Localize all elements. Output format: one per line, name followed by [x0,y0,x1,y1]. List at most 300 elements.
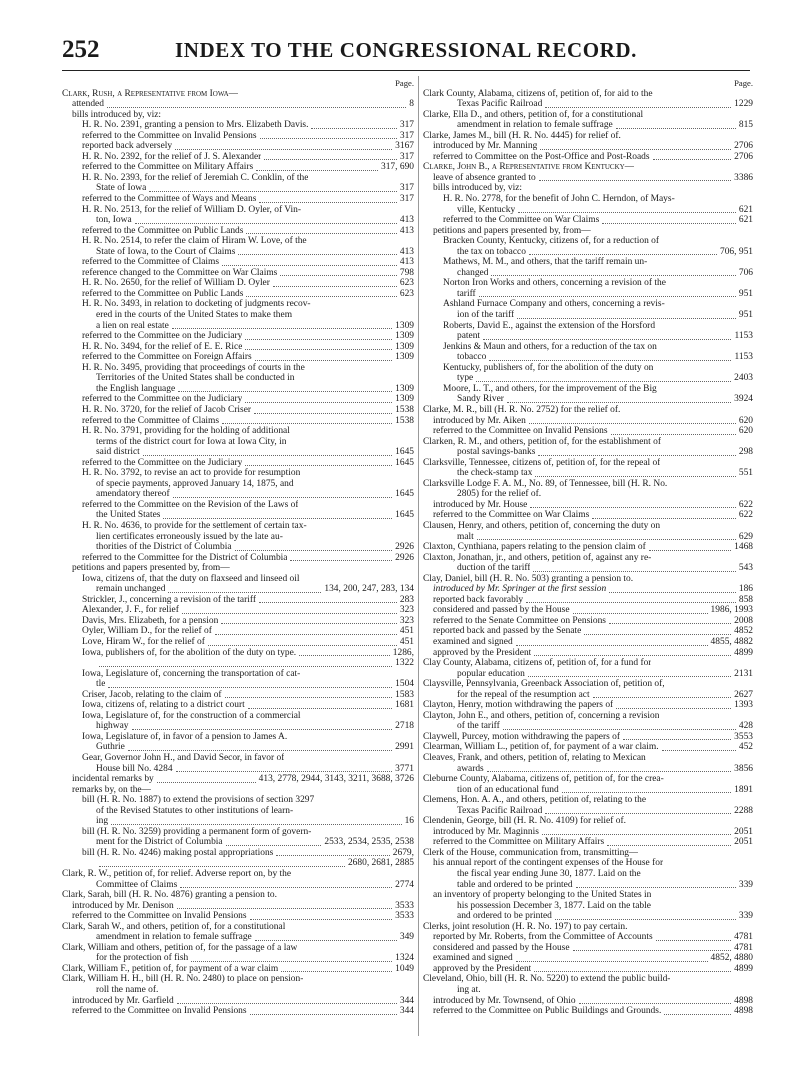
dot-leader [602,223,736,224]
dot-leader [542,834,731,835]
index-entry [62,342,414,353]
entry-text: reported by Mr. Roberts, from the Committee of Accounts [433,932,653,943]
entry-text: Ashland Furnace Company and others, concerning a revis- [443,299,665,310]
entry-text: Bracken County, Kentucky, citizens of, for a reduction of [443,236,660,247]
index-entry [62,648,414,659]
entry-text: said district [96,447,140,458]
dot-leader [534,655,731,656]
page-reference: 798 [399,267,414,278]
index-entry [423,553,753,564]
page-reference: 621 [738,215,753,226]
entry-text: reported back adversely [82,141,173,152]
index-entry [423,616,753,627]
page-reference: 8 [409,99,414,110]
dot-leader [177,1003,397,1004]
entry-text: examined and signed [433,953,513,964]
index-entry [423,215,753,226]
page-reference: 317 [399,130,414,141]
dot-leader [177,908,392,909]
index-entry [62,226,414,237]
index-entry [423,183,753,194]
entry-text: examined and signed [433,636,513,647]
index-entry [62,373,414,384]
entry-text: ered in the courts of the United States to make them [96,310,293,321]
index-entry [423,890,753,901]
index-entry [62,679,414,690]
entry-text: referred to the Committee on War Claims [433,510,590,521]
entry-text: ville, Kentucky [457,204,516,215]
entry-text: Roberts, David E., against the extension of the Horsford [443,320,656,331]
index-entry [62,394,414,405]
index-entry [62,141,414,152]
entry-text: amendment in relation to female suffrage [96,932,252,943]
index-entry [62,690,414,701]
index-entry [423,711,753,722]
entry-text: referred to the Committee on the Judiciary [82,394,243,405]
dot-leader [653,159,732,160]
entry-text: Clemens, Hon. A. A., and others, petition of, relating to the [423,795,647,806]
index-entry [423,774,753,785]
entry-text: incidental remarks by [72,774,154,785]
index-entry [423,500,753,511]
index-entry [423,880,753,891]
index-entry [423,985,753,996]
entry-text: Jenkins & Maun and others, for a reduction of the tax on [443,341,657,352]
index-entry [62,837,414,848]
page-reference: 621 [738,204,753,215]
entry-text: reference changed to the Committee on War Claims [82,267,278,278]
page-reference: 1153 [734,352,753,363]
page-reference: 620 [738,415,753,426]
page-reference: 1538 [395,415,414,426]
index-entry [423,141,753,152]
dot-leader [592,518,736,519]
page-reference: 317 [399,183,414,194]
entry-text: reported back favorably [433,594,524,605]
page-reference: 2051 [734,837,753,848]
dot-leader [132,729,393,730]
page-reference: 16 [404,816,414,827]
page-title: INDEX TO THE CONGRESSIONAL RECORD. [174,38,638,62]
index-entry [62,299,414,310]
column-divider [418,76,419,1036]
left-entries [62,89,414,1017]
entry-text: approved by the President [433,647,532,658]
index-entry [423,131,753,142]
dot-leader [135,223,397,224]
page-reference: 1324 [395,953,414,964]
index-entry [423,342,753,353]
index-entry [62,257,414,268]
index-entry [423,764,753,775]
page-reference: 3386 [734,172,753,183]
index-entry [423,437,753,448]
index-entry [62,806,414,817]
page-reference: 1309 [395,394,414,405]
page-reference: 317 [399,120,414,131]
dot-leader [245,402,392,403]
dot-leader [222,423,392,424]
index-entry [423,1006,753,1017]
dot-leader [545,813,731,814]
dot-leader [491,275,735,276]
entry-text: H. R. No. 2391, granting a pension to Mrs. Elizabeth Davis. [82,120,309,131]
entry-text: H. R. No. 2392, for the relief of J. S. Alexander [82,151,262,162]
index-entry [423,795,753,806]
dot-leader [248,708,392,709]
dot-leader [299,655,390,656]
index-entry [62,774,414,785]
index-entry [62,605,414,616]
entry-text: Iowa, Legislature of, concerning the transportation of cat- [82,668,301,679]
entry-text: Kentucky, publishers of, for the abolition of the duty on [443,362,654,373]
dot-leader [516,645,708,646]
index-entry [62,479,414,490]
entry-text: Criser, Jacob, relating to the claim of [82,689,222,700]
page-reference: 1645 [395,447,414,458]
index-entry [62,943,414,954]
dot-leader [264,159,397,160]
dot-leader [280,275,396,276]
page-reference: 1583 [395,689,414,700]
entry-text: Clarken, R. M., and others, petition of, for the establishment of [423,436,661,447]
entry-text: considered and passed by the House [433,605,570,616]
page-reference: 551 [738,468,753,479]
dot-leader [245,339,392,340]
entry-text: introduced by Mr. Aiken [433,415,526,426]
page-reference: 339 [738,879,753,890]
entry-text: introduced by Mr. Springer at the first session [433,584,607,595]
entry-text: his possession December 3, 1877. Laid on the table [457,900,651,911]
entry-text: Cleburne County, Alabama, citizens of, petition of, for the crea- [423,774,664,785]
dot-leader [517,318,736,319]
index-entry [62,711,414,722]
entry-text: attended [72,99,104,110]
index-entry [62,205,414,216]
index-entry [62,742,414,753]
index-entry [62,510,414,521]
entry-text: malt [457,531,474,542]
entry-text: for the protection of fish [96,953,189,964]
index-entry [62,890,414,901]
entry-text: ion of the tariff [457,310,515,321]
dot-leader [226,845,322,846]
dot-leader [573,613,708,614]
page-reference: 2403 [734,373,753,384]
entry-text: Clarke, John B., a Representative from Kentucky— [423,162,635,173]
dot-leader [260,138,397,139]
dot-leader [250,1014,397,1015]
dot-leader [609,623,731,624]
dot-leader [157,782,256,783]
index-entry [423,974,753,985]
index-entry [423,658,753,669]
index-entry [423,299,753,310]
entry-text: Clark, William H. H., bill (H. R. No. 2480) to place on pension- [62,974,304,985]
page-reference: 2718 [395,721,414,732]
page-reference: 3533 [395,900,414,911]
page-reference: 344 [399,1006,414,1017]
page-reference: 413, 2778, 2944, 3143, 3211, 3688, 3726 [258,774,414,785]
dot-leader [191,961,392,962]
entry-text: introduced by Mr. Manning [433,141,538,152]
dot-leader [539,180,731,181]
index-entry [423,806,753,817]
index-entry [423,352,753,363]
dot-leader [533,571,735,572]
index-entry [62,215,414,226]
page-reference: 451 [399,636,414,647]
entry-text: Clark, Rush, a Representative from Iowa— [62,88,239,99]
entry-text: introduced by Mr. Townsend, of Ohio [433,995,576,1006]
dot-leader [526,602,736,603]
dot-leader [530,507,735,508]
entry-text: the fiscal year ending June 30, 1877. Laid on the [457,869,641,880]
index-entry [423,532,753,543]
entry-text: Clerk of the House, communication from, transmitting— [423,847,639,858]
entry-text: thorities of the District of Columbia [96,542,232,553]
index-entry [62,152,414,163]
dot-leader [609,592,736,593]
index-entry [62,278,414,289]
index-entry [62,321,414,332]
index-entry [62,869,414,880]
page-reference: 3856 [734,763,753,774]
index-entry [423,953,753,964]
entry-text: referred to the Committee of Ways and Means [82,194,257,205]
page-column-label: Page. [395,78,414,88]
dot-leader [573,950,732,951]
page-reference: 1538 [395,404,414,415]
page-reference: 4781 [734,942,753,953]
index-entry [423,257,753,268]
entry-text: Clark, William F., petition of, for payment of a war claim [62,963,279,974]
page-reference: 186 [738,584,753,595]
entry-text: Iowa, citizens of, relating to a district court [82,700,245,711]
entry-text: Clarke, M. R., bill (H. R. No. 2752) for the relief of. [423,404,621,415]
index-entry [423,858,753,869]
page-reference: 1393 [734,700,753,711]
page-reference: 1229 [734,99,753,110]
index-entry [423,479,753,490]
dot-leader [311,128,396,129]
dot-leader [529,423,736,424]
dot-leader [662,750,736,751]
dot-leader [545,107,731,108]
index-entry [62,173,414,184]
dot-leader [221,623,397,624]
entry-text: Clarke, Ella D., and others, petition of, for a constitutional [423,109,644,120]
page-reference: 622 [738,510,753,521]
entry-text: House bill No. 4284 [96,763,173,774]
page-reference: 4899 [734,963,753,974]
index-entry [62,964,414,975]
index-entry [423,816,753,827]
page-reference: 2533, 2534, 2535, 2538 [324,837,414,848]
index-entry [423,742,753,753]
page-reference: 3924 [734,394,753,405]
page-reference: 2288 [734,805,753,816]
dot-leader [182,613,397,614]
dot-leader [168,592,321,593]
index-entry [423,679,753,690]
entry-text: a lien on real estate [96,320,169,331]
page-reference: 623 [399,288,414,299]
index-entry [62,521,414,532]
dot-leader [128,750,392,751]
index-entry [423,732,753,743]
dot-leader [476,381,731,382]
dot-leader [540,149,731,150]
page-reference: 1309 [395,341,414,352]
entry-text: H. R. No. 2514, to refer the claim of Hiram W. Love, of the [82,236,307,247]
index-entry [62,194,414,205]
index-entry [62,416,414,427]
dot-leader [163,518,392,519]
entry-text: roll the name of. [96,985,159,996]
index-entry [423,510,753,521]
index-entry [423,205,753,216]
entry-text: tariff [457,288,476,299]
entry-text: terms of the district court for Iowa at Iowa City, in [96,436,287,447]
entry-text: Clayton, John E., and others, petition of, concerning a revision [423,710,660,721]
dot-leader [479,296,736,297]
index-entry [423,278,753,289]
entry-text: 2805) for the relief of. [457,489,542,500]
entry-text: bill (H. R. No. 1887) to extend the provisions of section 3297 [82,795,315,806]
index-entry [423,194,753,205]
dot-leader [254,413,392,414]
entry-text: tion of an educational fund [457,784,559,795]
page-reference: 339 [738,911,753,922]
index-entry [62,1006,414,1017]
entry-text: the tax on tobacco [457,246,526,257]
entry-text: amendatory thereof [96,489,170,500]
dot-leader [172,328,392,329]
entry-text: the English language [96,383,176,394]
entry-text: introduced by Mr. Maginnis [433,826,539,837]
index-entry [62,352,414,363]
entry-text: referred to the Committee on Foreign Affairs [82,352,252,363]
entry-text: Clay County, Alabama, citizens of, petition of, for a fund for [423,658,652,669]
entry-text: an inventory of property belonging to the United States in [433,890,652,901]
page-reference: 2926 [395,542,414,553]
dot-leader [535,476,735,477]
page-reference: 323 [399,615,414,626]
dot-leader [607,845,731,846]
page-reference: 1309 [395,331,414,342]
entry-text: Mathews, M. M., and others, that the tariff remain un- [443,257,648,268]
page-reference: 623 [399,278,414,289]
entry-text: patent [457,331,481,342]
page-reference: 4898 [734,1006,753,1017]
index-entry [62,563,414,574]
index-entry [423,574,753,585]
index-entry [423,416,753,427]
page-reference: 3533 [395,911,414,922]
dot-leader [483,339,731,340]
page-reference: 2679, [392,847,414,858]
entry-text: referred to the Committee on Invalid Pensions [72,911,247,922]
page-reference: 4781 [734,932,753,943]
dot-leader [281,971,392,972]
index-entry [423,669,753,680]
index-entry [62,426,414,437]
entry-text: Clarksville, Tennessee, citizens of, petition of, for the repeal of [423,457,661,468]
entry-text: Territories of the United States shall be conducted in [96,373,295,384]
index-entry [423,996,753,1007]
dot-leader [576,887,736,888]
entry-text: Moore, L. T., and others, for the improvement of the Big [443,383,657,394]
index-entry [62,974,414,985]
dot-leader [477,539,736,540]
entry-text: popular education [457,668,525,679]
entry-text: and ordered to be printed [457,911,552,922]
index-entry [62,795,414,806]
page-reference: 323 [399,605,414,616]
entry-text: referred to the Committee for the District of Columbia [82,552,288,563]
entry-text: tle [96,679,106,690]
entry-text: bill (H. R. No. 4246) making postal appropriations [82,847,274,858]
index-entry [423,331,753,342]
index-entry [423,310,753,321]
index-entry [423,563,753,574]
page-reference: 2926 [395,552,414,563]
dot-leader [246,233,396,234]
entry-text: introduced by Mr. Garfield [72,995,174,1006]
page-reference: 3167 [395,141,414,152]
entry-text: referred to the Committee on War Claims [443,215,600,226]
index-entry [423,110,753,121]
entry-text: referred to the Committee on Invalid Pensions [72,1006,247,1017]
entry-text: petitions and papers presented by, from— [433,225,591,236]
index-entry [423,321,753,332]
entry-text: Clark, Sarah, bill (H. R. No. 4876) granting a pension to. [62,890,277,901]
index-entry [62,764,414,775]
page-reference: 317 [399,151,414,162]
entry-text: bills introduced by, viz: [72,109,162,120]
index-entry [62,110,414,121]
entry-text: referred to the Committee on Military Affairs [82,162,254,173]
dot-leader [107,107,406,108]
index-entry [423,152,753,163]
entry-text: Alexander, J. F., for relief [82,605,179,616]
entry-text: H. R. No. 2513, for the relief of William D. Oyler, of Vin- [82,204,302,215]
entry-text: Claxton, Cynthiana, papers relating to the pension claim of [423,542,646,553]
dot-leader [290,560,392,561]
page-reference: 4852 [734,626,753,637]
dot-leader [255,940,397,941]
index-entry [62,500,414,511]
index-entry [62,584,414,595]
entry-text: awards [457,763,484,774]
page-reference: 344 [399,995,414,1006]
entry-text: type [457,373,474,384]
index-entry [62,637,414,648]
index-entry [423,848,753,859]
index-entry [62,447,414,458]
page-reference: 413 [399,257,414,268]
index-entry [423,837,753,848]
page-reference: 1986, 1993 [710,605,753,616]
entry-text: bill (H. R. No. 3259) providing a permanent form of govern- [82,826,312,837]
index-entry [62,574,414,585]
index-entry [62,616,414,627]
dot-leader [222,265,397,266]
index-entry [62,753,414,764]
page-reference: 2627 [734,689,753,700]
index-entry [423,162,753,173]
